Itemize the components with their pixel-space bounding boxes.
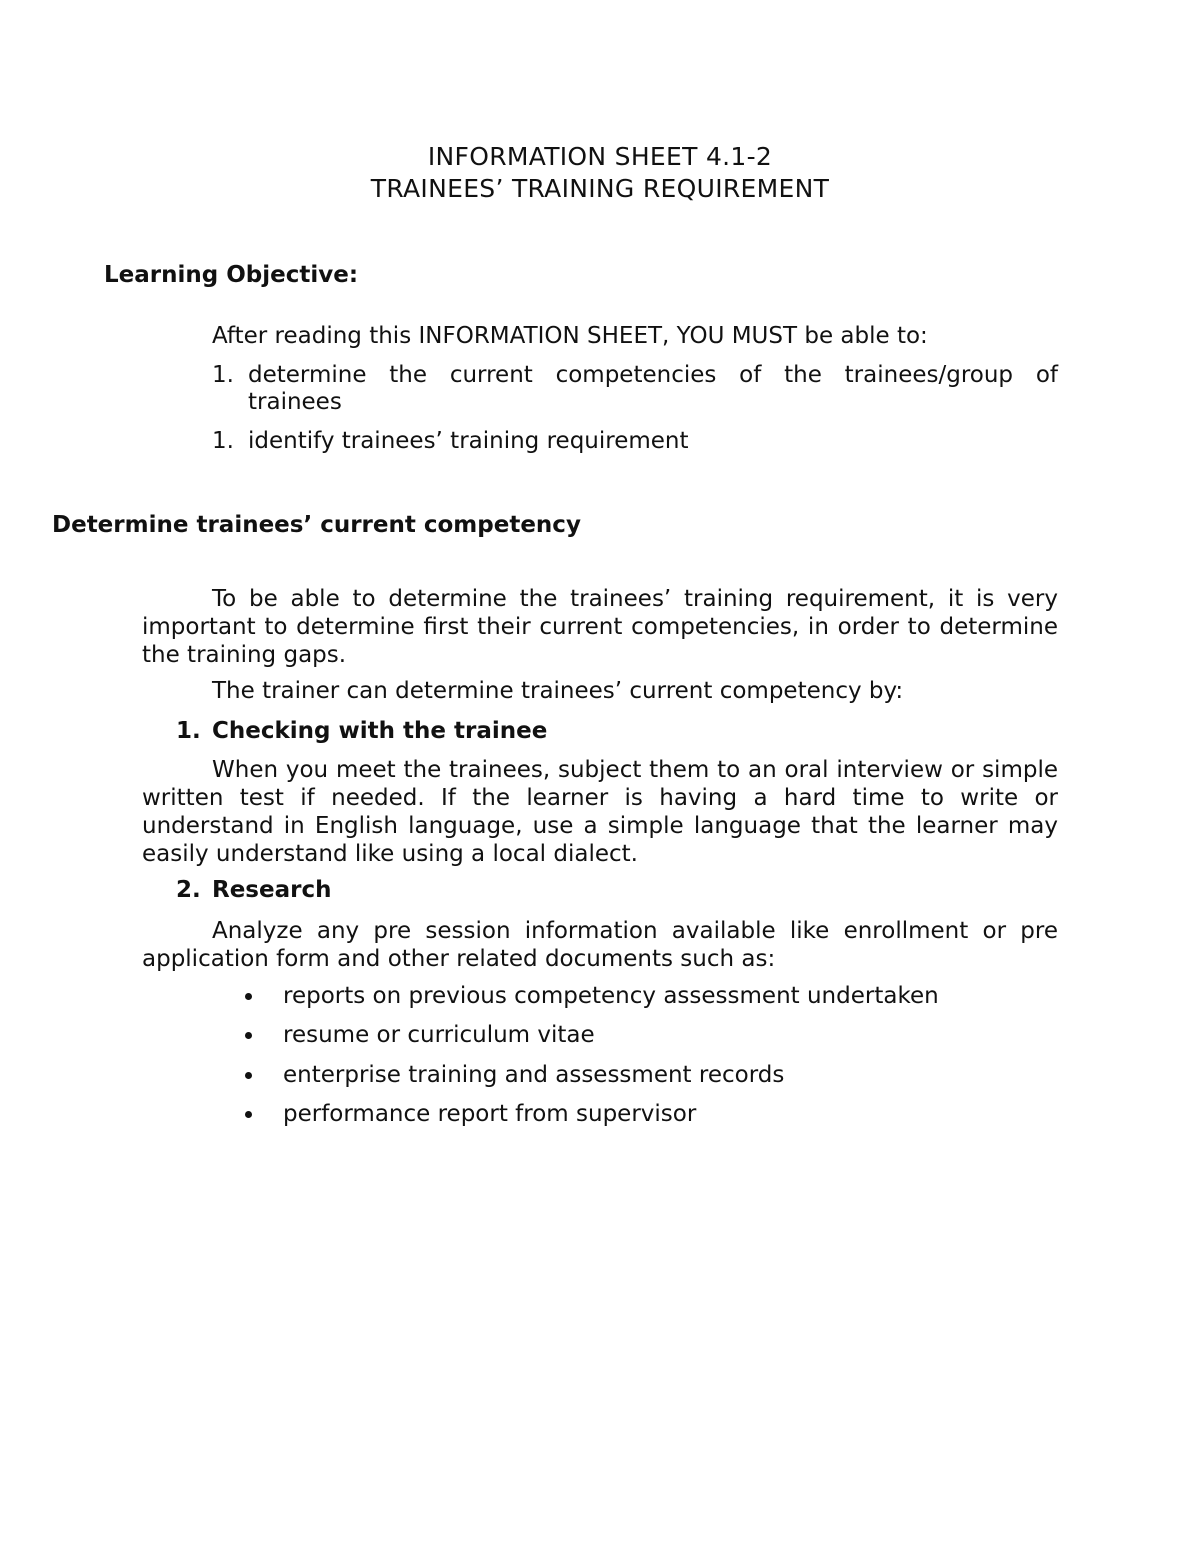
objective-item-number: 1. [212,428,234,454]
intro-paragraph: To be able to determine the trainees’ training requirement, it is very important to determine first their current competencies, in order to determine the training gaps. [142,586,1058,668]
objective-item-text: determine the current competencies of the trainees/group of [248,362,1058,388]
method-intro-paragraph: The trainer can determine trainees’ current competency by: [212,678,904,704]
learning-objective-heading: Learning Objective: [104,262,359,288]
section-heading: Determine trainees’ current competency [52,512,581,538]
list-item-text: resume or curriculum vitae [283,1022,595,1048]
list-item-text: enterprise training and assessment records [283,1062,785,1088]
document-title: INFORMATION SHEET 4.1-2 [427,142,773,171]
method-number: 2. [176,877,201,903]
objective-intro: After reading this INFORMATION SHEET, YOU MUST be able to: [212,323,928,349]
list-item-text: reports on previous competency assessment undertaken [283,983,939,1009]
objective-item-text: identify trainees’ training requirement [248,428,689,454]
objective-item-text-continued: trainees [248,389,342,415]
bullet-icon [245,1111,252,1118]
list-item-text: performance report from supervisor [283,1101,697,1127]
method-description: Analyze any pre session information available like enrollment or pre application form and other related documents such as: [142,918,1058,972]
method-number: 1. [176,718,201,744]
method-description: When you meet the trainees, subject them to an oral interview or simple written test if needed. If the learner is having a hard time to write or understand in English language, use a simple language that the learner may easily understand like using a local dialect. [142,757,1058,867]
bullet-icon [245,1072,252,1079]
objective-item-number: 1. [212,362,234,388]
bullet-icon [245,993,252,1000]
method-title: Checking with the trainee [212,718,548,744]
method-title: Research [212,877,332,903]
document-subtitle: TRAINEES’ TRAINING REQUIREMENT [370,174,830,203]
bullet-icon [245,1032,252,1039]
